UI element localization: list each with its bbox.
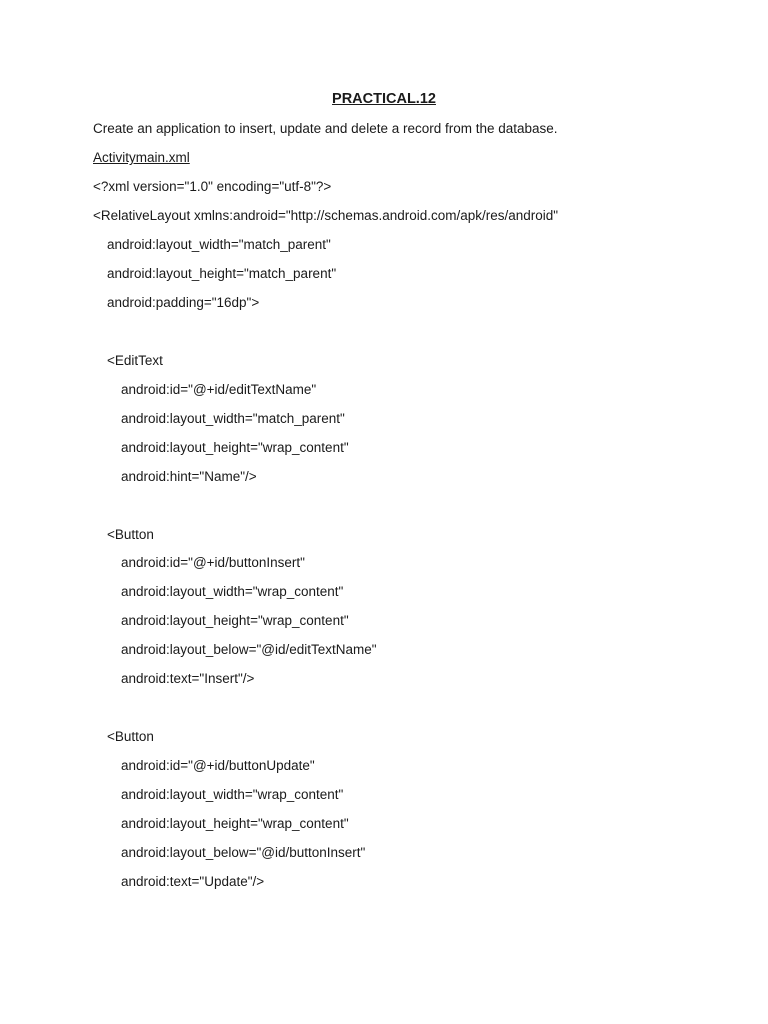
code-line-button-insert-text: android:text="Insert"/>	[121, 671, 255, 686]
code-line-xml-declaration: <?xml version="1.0" encoding="utf-8"?>	[93, 179, 332, 194]
code-line-relativelayout-width: android:layout_width="match_parent"	[107, 237, 331, 252]
code-line-button-insert-id: android:id="@+id/buttonInsert"	[121, 555, 305, 570]
code-line-edittext-id: android:id="@+id/editTextName"	[121, 382, 317, 397]
code-line-relativelayout-height: android:layout_height="match_parent"	[107, 266, 337, 281]
code-line-button-update-text: android:text="Update"/>	[121, 874, 265, 889]
code-line-button-update-open: <Button	[107, 729, 154, 744]
page-title: PRACTICAL.12	[332, 91, 436, 107]
code-line-button-update-id: android:id="@+id/buttonUpdate"	[121, 758, 315, 773]
code-line-edittext-open: <EditText	[107, 353, 163, 368]
code-line-relativelayout-open: <RelativeLayout xmlns:android="http://schemas.android.com/apk/res/android"	[93, 208, 559, 223]
code-line-edittext-width: android:layout_width="match_parent"	[121, 411, 345, 426]
code-line-button-insert-width: android:layout_width="wrap_content"	[121, 584, 344, 599]
file-name-heading: Activitymain.xml	[93, 150, 190, 165]
code-line-button-update-width: android:layout_width="wrap_content"	[121, 787, 344, 802]
intro-text: Create an application to insert, update and delete a record from the database.	[93, 121, 558, 136]
code-line-edittext-height: android:layout_height="wrap_content"	[121, 440, 349, 455]
code-line-button-update-below: android:layout_below="@id/buttonInsert"	[121, 845, 366, 860]
code-line-button-insert-open: <Button	[107, 527, 154, 542]
code-line-button-insert-height: android:layout_height="wrap_content"	[121, 613, 349, 628]
code-line-button-update-height: android:layout_height="wrap_content"	[121, 816, 349, 831]
code-line-edittext-hint: android:hint="Name"/>	[121, 469, 257, 484]
code-line-relativelayout-padding: android:padding="16dp">	[107, 295, 260, 310]
code-line-button-insert-below: android:layout_below="@id/editTextName"	[121, 642, 377, 657]
